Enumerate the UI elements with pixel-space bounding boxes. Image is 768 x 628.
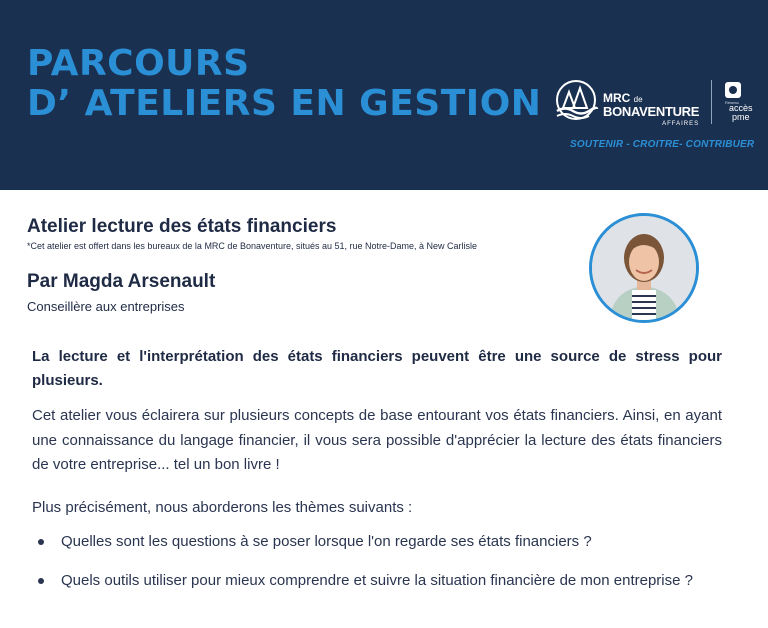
acces-line1: accès [729,103,753,113]
mrc-bonaventure-wordmark [603,92,699,130]
presenter-photo [589,213,699,323]
acces-line2: pme [732,112,750,122]
mrc-sub: AFFAIRES [662,121,700,127]
themes-intro: Plus précisément, nous aborderons les thèmes suivants : [32,499,413,516]
bullet-icon [38,578,44,584]
intro-paragraph: Cet atelier vous éclairera sur plusieurs concepts de base entourant vos états financiers. Ainsi, en ayant une connaissance du langage financier, il vous sera possible d'apprécier la lecture des états financiers de votre entreprise... tel un bon livre ! [32,407,722,473]
banner-title [27,44,541,124]
header-banner [0,0,768,190]
presenter-role: Conseillère aux entreprises [27,299,185,314]
mrc-name: BONAVENTURE [603,104,700,119]
presenter-name: Par Magda Arsenault [27,271,216,292]
themes-list [38,530,718,592]
list-item-text: Quelles sont les questions à se poser lorsque l'on regarde ses états financiers ? [61,533,592,550]
logo-divider [711,80,712,124]
list-item [38,530,718,553]
mrc-de: de [633,95,643,104]
tagline: SOUTENIR - CROITRE- CONTRIBUER [570,139,755,150]
acces-pme-logo-icon [725,82,741,98]
banner-title-line1: PARCOURS [27,43,250,84]
presenter-portrait-icon [592,216,696,320]
location-note: *Cet atelier est offert dans les bureaux de la MRC de Bonaventure, situés au 51, rue Notre-Dame, à New Carlisle [27,241,478,251]
list-item-text: Quels outils utiliser pour mieux comprendre et suivre la situation financière de mon entreprise ? [61,572,693,589]
bullet-icon [38,539,44,545]
lead-paragraph: La lecture et l'interprétation des états financiers peuvent être une source de stress pour plusieurs. [32,348,722,389]
partner-logos [553,78,763,148]
list-item [38,569,718,592]
workshop-title: Atelier lecture des états financiers [27,216,337,237]
banner-title-line2: D’ ATELIERS EN GESTION [27,83,542,124]
mrc-prefix: MRC [603,91,631,105]
acces-pme-network: Réseau [725,100,739,105]
acces-pme-wordmark [729,104,753,122]
mrc-bonaventure-logo-icon [553,78,599,124]
